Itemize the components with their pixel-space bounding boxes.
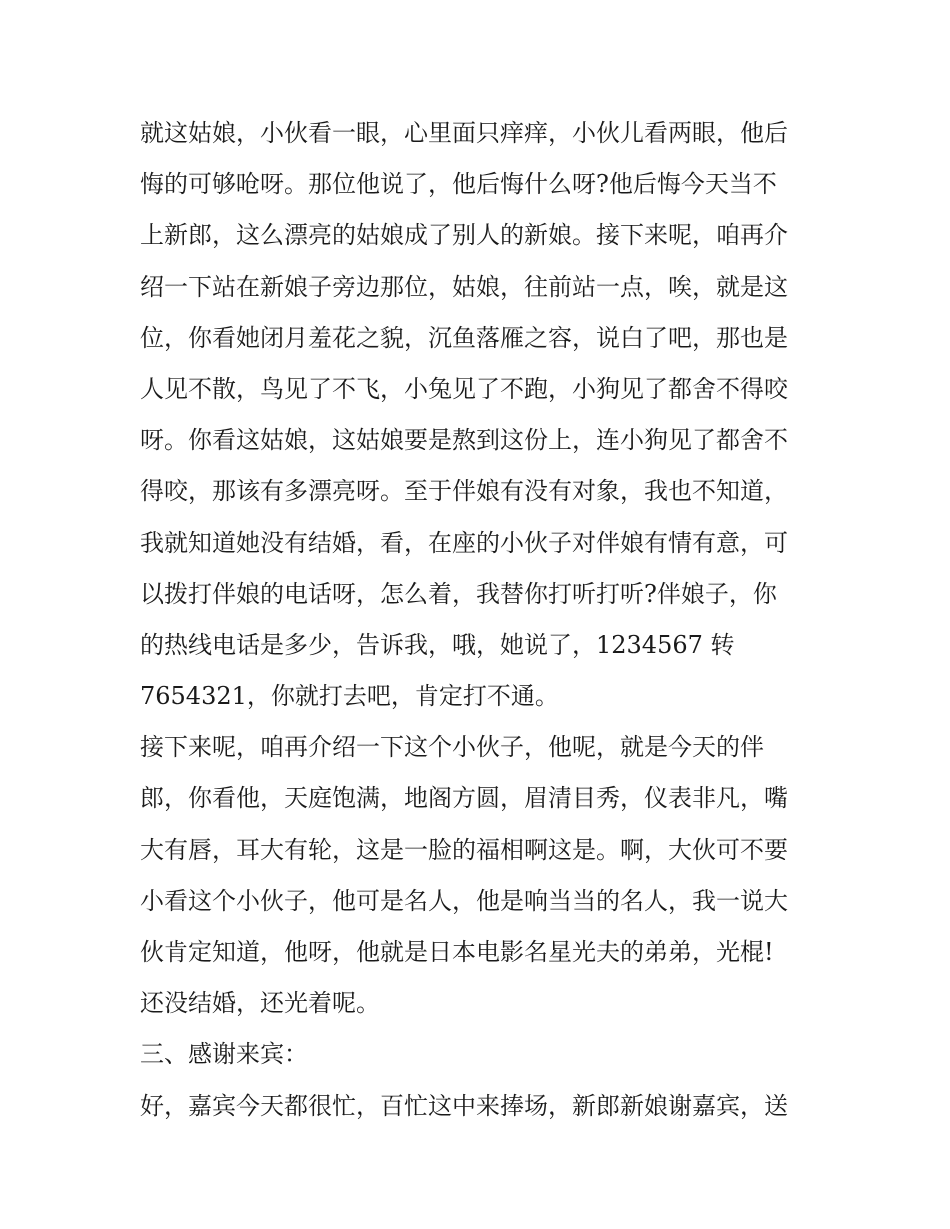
text-line-10: 以拨打伴娘的电话呀，怎么着，我替你打听打听?伴娘子，你 bbox=[140, 579, 777, 608]
text-line-1: 就这姑娘，小伙看一眼，心里面只痒痒，小伙儿看两眼，他后 bbox=[140, 119, 788, 147]
text-line-14: 郎，你看他，天庭饱满，地阁方圆，眉清目秀，仪表非凡，嘴 bbox=[140, 784, 788, 813]
text-line-13: 接下来呢，咱再介绍一下这个小伙子，他呢，就是今天的伴 bbox=[140, 733, 764, 762]
section-heading: 三、感谢来宾： bbox=[140, 1040, 308, 1069]
text-line-8: 得咬，那该有多漂亮呀。至于伴娘有没有对象，我也不知道， bbox=[140, 477, 788, 506]
text-line-4: 绍一下站在新娘子旁边那位，姑娘，往前站一点，唉，就是这 bbox=[140, 272, 788, 301]
text-line-5: 位，你看她闭月羞花之貌，沉鱼落雁之容，说白了吧，那也是 bbox=[140, 323, 788, 352]
text-line-6: 人见不散，鸟见了不飞，小兔见了不跑，小狗见了都舍不得咬 bbox=[140, 374, 788, 403]
text-line-2: 悔的可够呛呀。那位他说了，他后悔什么呀?他后悔今天当不 bbox=[140, 170, 777, 199]
text-line-3: 上新郎，这么漂亮的姑娘成了别人的新娘。接下来呢，咱再介 bbox=[140, 221, 788, 250]
text-line-12: 7654321，你就打去吧，肯定打不通。 bbox=[140, 682, 559, 711]
text-line-16: 小看这个小伙子，他可是名人，他是响当当的名人，我一说大 bbox=[140, 886, 788, 915]
text-line-17: 伙肯定知道，他呀，他就是日本电影名星光夫的弟弟，光棍! bbox=[140, 938, 774, 966]
text-line-15: 大有唇，耳大有轮，这是一脸的福相啊这是。啊，大伙可不要 bbox=[140, 835, 788, 864]
text-line-7: 呀。你看这姑娘，这姑娘要是熬到这份上，连小狗见了都舍不 bbox=[140, 426, 788, 455]
document-body bbox=[140, 108, 820, 1132]
text-line-20: 好，嘉宾今天都很忙，百忙这中来捧场，新郎新娘谢嘉宾，送 bbox=[140, 1091, 788, 1120]
text-line-18: 还没结婚，还光着呢。 bbox=[140, 989, 380, 1018]
text-line-9: 我就知道她没有结婚，看，在座的小伙子对伴娘有情有意，可 bbox=[140, 528, 788, 557]
text-line-11: 的热线电话是多少，告诉我，哦，她说了，1234567 转 bbox=[140, 630, 735, 659]
